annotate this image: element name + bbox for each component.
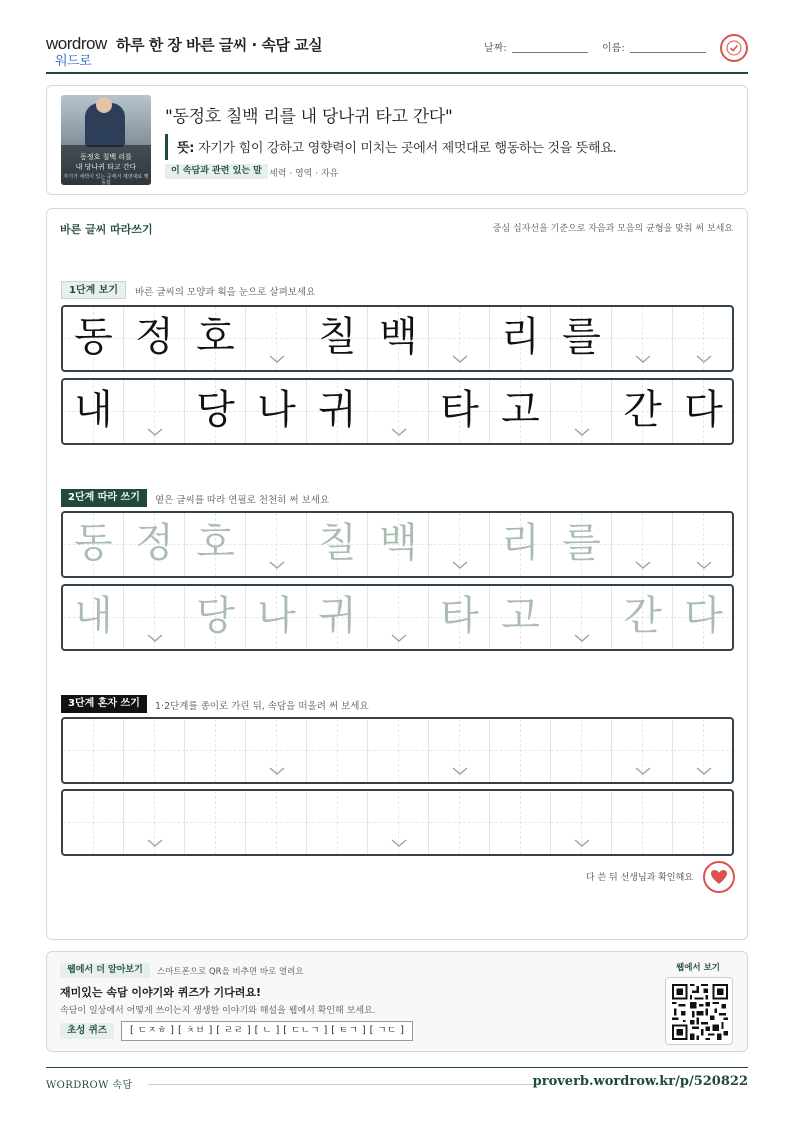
- grid-cell: [246, 380, 307, 443]
- model-character: 리: [501, 314, 540, 360]
- practice-hint: 중심 십자선을 기준으로 자음과 모음의 균형을 맞춰 써 보세요: [492, 224, 733, 234]
- space-marker-icon: [391, 838, 407, 848]
- wordrow-logo[interactable]: [46, 34, 108, 68]
- grid-cell: [124, 307, 185, 370]
- space-marker-icon: [574, 633, 590, 643]
- space-marker-icon: [696, 560, 712, 570]
- space-marker-icon: [269, 560, 285, 570]
- guide-horizontal: [429, 750, 490, 751]
- space-marker-icon: [574, 427, 590, 437]
- grid-cell[interactable]: [185, 586, 246, 649]
- guide-horizontal: [368, 617, 429, 618]
- trace-character: 백: [379, 520, 418, 566]
- step1-row-1: [61, 305, 734, 372]
- grid-cell[interactable]: [63, 513, 124, 576]
- grid-cell[interactable]: [307, 513, 368, 576]
- model-character: 간: [623, 387, 662, 433]
- guide-horizontal: [612, 822, 673, 823]
- guide-horizontal: [551, 750, 612, 751]
- model-character: 타: [440, 387, 479, 433]
- meaning-accent-bar: [165, 134, 168, 160]
- guide-horizontal: [246, 750, 307, 751]
- grid-cell: [490, 307, 551, 370]
- grid-cell: [307, 380, 368, 443]
- page-header: [46, 28, 748, 74]
- grid-cell: [63, 307, 124, 370]
- trace-character: 를: [562, 520, 601, 566]
- space-marker-icon: [696, 766, 712, 776]
- proverb-illustration: [61, 95, 151, 185]
- grid-cell[interactable]: [124, 586, 185, 649]
- guide-horizontal: [612, 544, 673, 545]
- grid-cell[interactable]: [490, 586, 551, 649]
- grid-cell[interactable]: [368, 791, 429, 854]
- step3-row-2[interactable]: [61, 789, 734, 856]
- guide-horizontal: [551, 822, 612, 823]
- grid-cell[interactable]: [246, 513, 307, 576]
- guide-horizontal: [612, 750, 673, 751]
- guide-horizontal: [673, 338, 734, 339]
- guide-horizontal: [246, 822, 307, 823]
- model-character: 정: [135, 314, 174, 360]
- grid-cell[interactable]: [551, 586, 612, 649]
- related-words: 세력 · 영역 · 자유: [269, 169, 339, 179]
- grid-cell[interactable]: [429, 513, 490, 576]
- trace-character: 호: [196, 520, 235, 566]
- model-character: 칠: [318, 314, 357, 360]
- grid-cell[interactable]: [673, 719, 734, 782]
- grid-cell[interactable]: [307, 586, 368, 649]
- grid-cell[interactable]: [612, 719, 673, 782]
- date-label: 날짜:: [484, 43, 507, 54]
- step3-badge: 3단계 혼자 쓰기: [61, 695, 147, 713]
- footer-rule: [148, 1084, 538, 1085]
- space-marker-icon: [269, 766, 285, 776]
- grid-cell[interactable]: [673, 513, 734, 576]
- space-marker-icon: [635, 766, 651, 776]
- step1-badge: 1단계 보기: [61, 281, 126, 299]
- date-field[interactable]: [512, 52, 588, 53]
- space-marker-icon: [696, 354, 712, 364]
- page-title: 하루 한 장 바른 글씨 · 속담 교실: [116, 36, 323, 54]
- trace-character: 리: [501, 520, 540, 566]
- proverb-text: "동정호 칠백 리를 내 당나귀 타고 간다": [165, 107, 453, 127]
- grid-cell: [429, 380, 490, 443]
- model-character: 나: [257, 387, 296, 433]
- practice-panel: [46, 208, 748, 940]
- trace-character: 당: [196, 593, 235, 639]
- guide-horizontal: [551, 617, 612, 618]
- guide-horizontal: [124, 750, 185, 751]
- step2-row-2[interactable]: [61, 584, 734, 651]
- guide-horizontal: [307, 822, 368, 823]
- space-marker-icon: [452, 766, 468, 776]
- grid-cell: [246, 307, 307, 370]
- guide-horizontal: [124, 411, 185, 412]
- grid-cell[interactable]: [368, 513, 429, 576]
- guide-horizontal: [246, 338, 307, 339]
- trace-character: 칠: [318, 520, 357, 566]
- guide-horizontal: [63, 750, 124, 751]
- illustration-face: [96, 97, 112, 113]
- grid-cell[interactable]: [551, 513, 612, 576]
- grid-cell[interactable]: [551, 719, 612, 782]
- grid-cell: [612, 380, 673, 443]
- model-character: 당: [196, 387, 235, 433]
- bottom-divider: [46, 1067, 748, 1068]
- step3-description: 1·2단계를 종이로 가린 뒤, 속담을 떠올려 써 보세요: [155, 701, 369, 712]
- name-label: 이름:: [602, 43, 625, 54]
- grid-cell[interactable]: [246, 719, 307, 782]
- step1-description: 바른 글씨의 모양과 획을 눈으로 살펴보세요: [135, 287, 316, 298]
- model-character: 다: [684, 387, 723, 433]
- praise-seal-icon: [720, 34, 748, 62]
- name-field[interactable]: [630, 52, 706, 53]
- grid-cell[interactable]: [551, 791, 612, 854]
- grid-cell[interactable]: [185, 719, 246, 782]
- trace-character: 나: [257, 593, 296, 639]
- space-marker-icon: [635, 354, 651, 364]
- space-marker-icon: [391, 427, 407, 437]
- grid-cell: [490, 380, 551, 443]
- logo-korean: 워드로: [55, 54, 92, 69]
- grid-cell: [673, 380, 734, 443]
- grid-cell[interactable]: [185, 791, 246, 854]
- grid-cell[interactable]: [673, 586, 734, 649]
- web-promo-box: [46, 951, 748, 1052]
- grid-cell: [429, 307, 490, 370]
- guide-horizontal: [673, 750, 734, 751]
- heart-seal-icon: [703, 861, 735, 893]
- space-marker-icon: [452, 560, 468, 570]
- promo-subtext: 속담이 일상에서 어떻게 쓰이는지 생생한 이야기와 해설을 웹에서 확인해 보세요.: [60, 1006, 376, 1016]
- guide-horizontal: [429, 544, 490, 545]
- trace-character: 동: [74, 520, 113, 566]
- grid-cell[interactable]: [368, 719, 429, 782]
- grid-cell[interactable]: [246, 586, 307, 649]
- grid-cell[interactable]: [612, 791, 673, 854]
- step1-row-2: [61, 378, 734, 445]
- grid-cell[interactable]: [673, 791, 734, 854]
- guide-horizontal: [673, 544, 734, 545]
- grid-cell[interactable]: [612, 513, 673, 576]
- grid-cell[interactable]: [368, 586, 429, 649]
- grid-cell[interactable]: [307, 791, 368, 854]
- grid-cell[interactable]: [63, 719, 124, 782]
- grid-cell: [673, 307, 734, 370]
- grid-cell[interactable]: [490, 513, 551, 576]
- trace-character: 고: [501, 593, 540, 639]
- space-marker-icon: [452, 354, 468, 364]
- guide-horizontal: [368, 822, 429, 823]
- illustration-caption-1: 동정호 칠백 리를: [80, 153, 132, 161]
- space-marker-icon: [635, 560, 651, 570]
- grid-cell: [185, 380, 246, 443]
- promo-heading: 재미있는 속담 이야기와 퀴즈가 기다려요!: [60, 986, 261, 999]
- grid-cell[interactable]: [124, 791, 185, 854]
- initial-quiz-label: 초성 퀴즈: [60, 1023, 114, 1039]
- grid-cell[interactable]: [307, 719, 368, 782]
- guide-horizontal: [246, 544, 307, 545]
- guide-horizontal: [307, 750, 368, 751]
- initial-quiz: [ ㄷㅈㅎ ] [ ㅊㅂ ] [ ㄹㄹ ] [ ㄴ ] [ ㄷㄴㄱ ] [ ㅌㄱ ] [ ㄱㄷ ]: [121, 1021, 413, 1041]
- grid-cell[interactable]: [63, 791, 124, 854]
- grid-cell: [185, 307, 246, 370]
- grid-cell[interactable]: [185, 513, 246, 576]
- grid-cell[interactable]: [246, 791, 307, 854]
- guide-horizontal: [368, 411, 429, 412]
- space-marker-icon: [574, 838, 590, 848]
- grid-cell[interactable]: [490, 719, 551, 782]
- space-marker-icon: [147, 633, 163, 643]
- model-character: 를: [562, 314, 601, 360]
- guide-horizontal: [368, 750, 429, 751]
- grid-cell: [551, 307, 612, 370]
- grid-cell[interactable]: [124, 719, 185, 782]
- trace-character: 귀: [318, 593, 357, 639]
- qr-code-link[interactable]: [665, 977, 733, 1045]
- footer-url-link[interactable]: proverb.wordrow.kr/p/520822: [532, 1074, 748, 1089]
- model-character: 고: [501, 387, 540, 433]
- related-words-badge: 이 속담과 관련 있는 말: [165, 164, 268, 179]
- model-character: 내: [74, 387, 113, 433]
- illustration-caption-3: 자기가 세력이 있는 곳에서 제멋대로 행동함: [63, 174, 149, 185]
- grid-cell: [368, 307, 429, 370]
- step2-row-1[interactable]: [61, 511, 734, 578]
- model-character: 호: [196, 314, 235, 360]
- illustration-caption-2: 내 당나귀 타고 간다: [75, 163, 137, 171]
- logo-wordmark: wordrow: [46, 34, 107, 53]
- trace-character: 타: [440, 593, 479, 639]
- meaning-label: 뜻:: [177, 141, 195, 156]
- grid-cell: [63, 380, 124, 443]
- space-marker-icon: [391, 633, 407, 643]
- web-more-description: 스마트폰으로 QR을 비추면 바로 열려요: [157, 967, 304, 977]
- trace-character: 다: [684, 593, 723, 639]
- grid-cell: [368, 380, 429, 443]
- guide-horizontal: [185, 750, 246, 751]
- grid-cell[interactable]: [429, 586, 490, 649]
- space-marker-icon: [269, 354, 285, 364]
- grid-cell: [551, 380, 612, 443]
- grid-cell: [612, 307, 673, 370]
- guide-horizontal: [551, 411, 612, 412]
- step2-description: 옅은 글씨를 따라 연필로 천천히 써 보세요: [155, 495, 330, 506]
- model-character: 귀: [318, 387, 357, 433]
- grid-cell: [124, 380, 185, 443]
- grid-cell: [307, 307, 368, 370]
- grid-cell[interactable]: [429, 791, 490, 854]
- teacher-check-text: 다 쓴 뒤 선생님과 확인해요: [585, 873, 693, 883]
- trace-character: 내: [74, 593, 113, 639]
- meaning-text: 자기가 힘이 강하고 영향력이 미치는 곳에서 제멋대로 행동하는 것을 뜻해요.: [198, 141, 617, 156]
- footer-brand: WORDROW 속담: [46, 1080, 133, 1091]
- proverb-card: [46, 85, 748, 195]
- trace-character: 간: [623, 593, 662, 639]
- guide-horizontal: [490, 822, 551, 823]
- step3-row-1[interactable]: [61, 717, 734, 784]
- qr-code-icon: [672, 984, 728, 1040]
- guide-horizontal: [673, 822, 734, 823]
- space-marker-icon: [147, 838, 163, 848]
- grid-cell[interactable]: [490, 791, 551, 854]
- web-more-badge: 웹에서 더 알아보기: [60, 963, 150, 978]
- guide-horizontal: [124, 617, 185, 618]
- step2-badge: 2단계 따라 쓰기: [61, 489, 147, 507]
- space-marker-icon: [147, 427, 163, 437]
- guide-horizontal: [429, 822, 490, 823]
- grid-cell[interactable]: [63, 586, 124, 649]
- guide-horizontal: [429, 338, 490, 339]
- grid-cell[interactable]: [612, 586, 673, 649]
- trace-character: 정: [135, 520, 174, 566]
- guide-horizontal: [185, 822, 246, 823]
- model-character: 백: [379, 314, 418, 360]
- practice-title: 바른 글씨 따라쓰기: [60, 223, 153, 236]
- qr-title: 웹에서 보기: [675, 963, 720, 973]
- grid-cell[interactable]: [429, 719, 490, 782]
- guide-horizontal: [63, 822, 124, 823]
- guide-horizontal: [612, 338, 673, 339]
- guide-horizontal: [124, 822, 185, 823]
- proverb-meaning: [177, 137, 616, 156]
- guide-horizontal: [490, 750, 551, 751]
- model-character: 동: [74, 314, 113, 360]
- grid-cell[interactable]: [124, 513, 185, 576]
